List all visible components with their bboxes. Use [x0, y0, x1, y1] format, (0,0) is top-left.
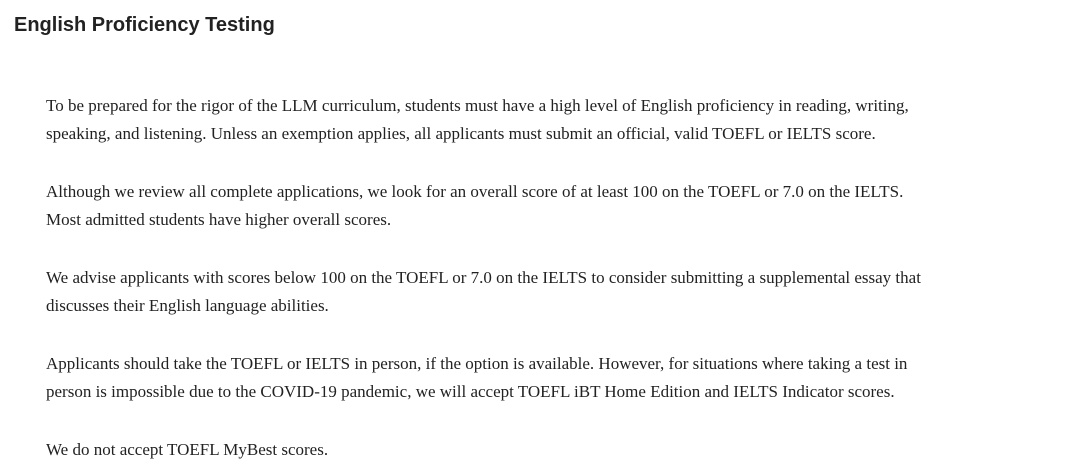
paragraph-home-edition — [46, 350, 1056, 406]
paragraph-line: speaking, and listening. Unless an exemption applies, all applicants must submit an official, valid TOEFL or IELTS score. — [46, 124, 876, 143]
paragraph-line: Most admitted students have higher overall scores. — [46, 210, 392, 229]
paragraph-line: Applicants should take the TOEFL or IELTS in person, if the option is available. However, for situations where taking a test in — [46, 354, 908, 373]
paragraph-mybest-scores — [46, 436, 1056, 464]
paragraph-line: We advise applicants with scores below 100 on the TOEFL or 7.0 on the IELTS to consider submitting a supplemental essay that — [46, 268, 921, 287]
paragraph-line: person is impossible due to the COVID-19 pandemic, we will accept TOEFL iBT Home Edition and IELTS Indicator scores. — [46, 382, 895, 401]
section-body — [46, 92, 1056, 464]
paragraph-minimum-score — [46, 178, 1056, 234]
paragraph-line: We do not accept TOEFL MyBest scores. — [46, 440, 329, 459]
paragraph-line: discusses their English language abilities. — [46, 296, 329, 315]
paragraph-toefl-ielts-requirement — [46, 92, 1056, 148]
section-heading: English Proficiency Testing — [14, 14, 275, 36]
paragraph-supplemental-essay — [46, 264, 1056, 320]
paragraph-line: Although we review all complete applications, we look for an overall score of at least 100 on the TOEFL or 7.0 on the IELTS. — [46, 182, 904, 201]
paragraph-line: To be prepared for the rigor of the LLM curriculum, students must have a high level of English proficiency in reading, writing, — [46, 96, 909, 115]
